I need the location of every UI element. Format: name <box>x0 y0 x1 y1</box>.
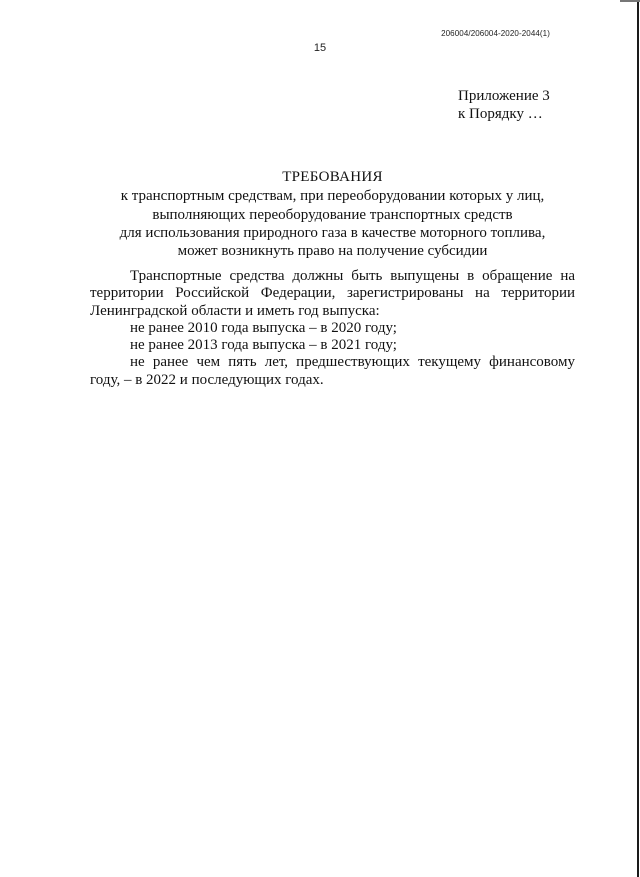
document-id: 206004/206004-2020-2044(1) <box>441 29 550 38</box>
document-title <box>80 168 585 260</box>
title-line-3: для использования природного газа в качестве моторного топлива, <box>119 224 546 241</box>
body-intro-paragraph: Транспортные средства должны быть выпущены в обращение на территории Российской Федерации, зарегистрированы на территории Ленинградской области и иметь год выпуска: <box>90 268 575 319</box>
appendix-note <box>458 87 550 123</box>
document-body <box>90 268 575 389</box>
title-line-4: может возникнуть право на получение субсидии <box>177 243 488 260</box>
appendix-line-2: к Порядку … <box>458 106 543 122</box>
title-line-1: к транспортным средствам, при переоборудовании которых у лиц, <box>120 188 545 205</box>
requirement-item-2: не ранее 2013 года выпуска – в 2021 году; <box>130 337 397 354</box>
requirement-item-3: не ранее чем пять лет, предшествующих текущему финансовому году, – в 2022 и последующих годах. <box>90 354 575 388</box>
title-heading: ТРЕБОВАНИЯ <box>282 169 383 185</box>
title-line-2: выполняющих переоборудование транспортных средств <box>152 206 513 223</box>
appendix-line-1: Приложение 3 <box>458 88 550 104</box>
requirement-item-1: не ранее 2010 года выпуска – в 2020 году; <box>130 319 397 336</box>
page-edge-top <box>620 0 640 2</box>
page-number: 15 <box>313 42 327 54</box>
